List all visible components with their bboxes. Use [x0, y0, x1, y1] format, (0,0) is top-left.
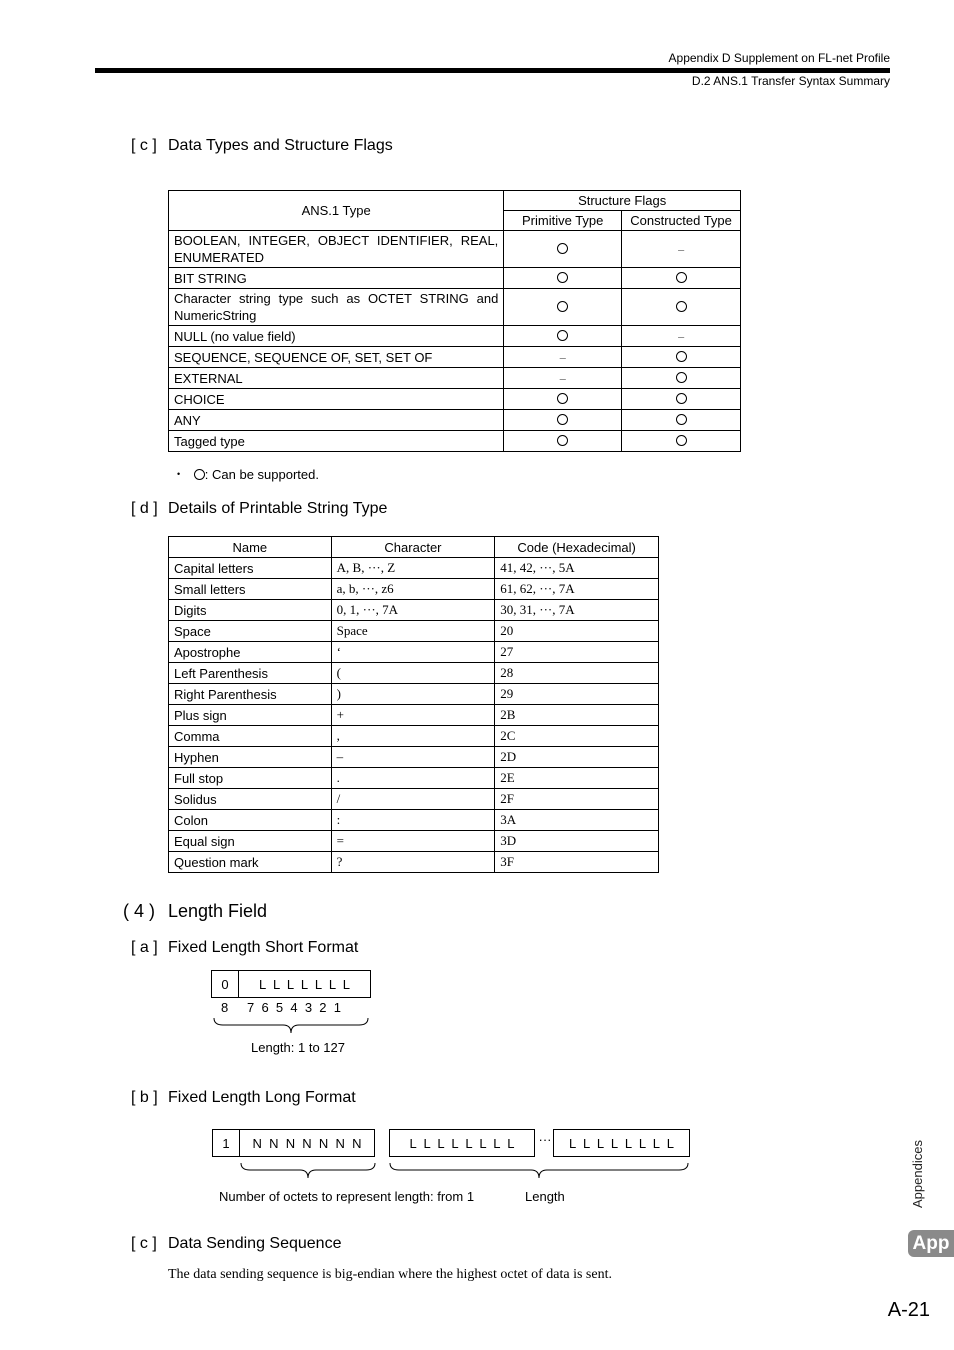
- octet-count-bits: N N N N N N N: [239, 1129, 375, 1157]
- table-row: [169, 726, 659, 747]
- name-cell: Colon: [169, 810, 332, 831]
- supported-circle-icon: [676, 414, 687, 425]
- short-format-diagram: [211, 970, 371, 1060]
- section-tag: [ b ]: [131, 1089, 158, 1106]
- section-tag: [ d ]: [131, 500, 158, 517]
- section-d-heading: [131, 500, 387, 518]
- length-flag-bit: 0: [211, 970, 239, 998]
- table-row: [169, 289, 741, 326]
- name-cell: Comma: [169, 726, 332, 747]
- supported-circle-icon: [557, 414, 568, 425]
- ans1-type-cell: Character string type such as OCTET STRING and NumericString: [169, 289, 504, 326]
- name-cell: Digits: [169, 600, 332, 621]
- length-octet-first: L L L L L L L L: [389, 1129, 535, 1157]
- name-cell: Small letters: [169, 579, 332, 600]
- note-bullet: •: [177, 469, 181, 479]
- name-cell: Right Parenthesis: [169, 684, 332, 705]
- primitive-flag-cell: [504, 268, 622, 289]
- character-cell: ‘: [331, 642, 495, 663]
- ans1-type-cell: CHOICE: [169, 389, 504, 410]
- table-row: [169, 326, 741, 347]
- code-cell: 27: [495, 642, 659, 663]
- app-tab[interactable]: App: [908, 1230, 954, 1257]
- table-row: [169, 579, 659, 600]
- constructed-flag-cell: [622, 410, 741, 431]
- name-cell: Left Parenthesis: [169, 663, 332, 684]
- code-cell: 3F: [495, 852, 659, 873]
- supported-circle-icon: [676, 393, 687, 404]
- table-row: [169, 747, 659, 768]
- constructed-flag-cell: [622, 268, 741, 289]
- table-row: [169, 621, 659, 642]
- primitive-flag-cell: [504, 431, 622, 452]
- section-title: Data Types and Structure Flags: [168, 137, 393, 154]
- th-constructed-type: Constructed Type: [622, 211, 741, 231]
- character-cell: a, b, ···, z6: [331, 579, 495, 600]
- code-cell: 41, 42, ···, 5A: [495, 558, 659, 579]
- constructed-flag-cell: [622, 289, 741, 326]
- table-row: [169, 684, 659, 705]
- primitive-flag-cell: [504, 389, 622, 410]
- th-code: Code (Hexadecimal): [495, 537, 659, 558]
- table-row: [169, 600, 659, 621]
- name-cell: Apostrophe: [169, 642, 332, 663]
- primitive-flag-cell: [504, 410, 622, 431]
- primitive-flag-cell: [504, 231, 622, 268]
- ans1-type-cell: BOOLEAN, INTEGER, OBJECT IDENTIFIER, REAL, ENUMERATED: [169, 231, 504, 268]
- printable-string-table: [168, 536, 659, 873]
- long-format-diagram: [212, 1129, 692, 1209]
- table-row: [169, 810, 659, 831]
- character-cell: ?: [331, 852, 495, 873]
- ans1-type-cell: SEQUENCE, SEQUENCE OF, SET, SET OF: [169, 347, 504, 368]
- bit-number-8: 8: [221, 1000, 229, 1015]
- code-cell: 20: [495, 621, 659, 642]
- code-cell: 2E: [495, 768, 659, 789]
- character-cell: =: [331, 831, 495, 852]
- not-supported-dash: –: [559, 350, 566, 364]
- length-octet-last: L L L L L L L L: [553, 1129, 690, 1157]
- name-cell: Question mark: [169, 852, 332, 873]
- primitive-flag-cell: [504, 368, 622, 389]
- ans1-type-cell: BIT STRING: [169, 268, 504, 289]
- name-cell: Plus sign: [169, 705, 332, 726]
- table-row: [169, 231, 741, 268]
- page-number: A-21: [887, 1299, 930, 1321]
- constructed-flag-cell: [622, 368, 741, 389]
- short-format-caption: Length: 1 to 127: [251, 1040, 345, 1055]
- table-row: [169, 268, 741, 289]
- character-cell: Space: [331, 621, 495, 642]
- code-cell: 2F: [495, 789, 659, 810]
- character-cell: A, B, ···, Z: [331, 558, 495, 579]
- character-cell: 0, 1, ···, 7A: [331, 600, 495, 621]
- header-rule: [95, 68, 890, 73]
- table-row: [169, 368, 741, 389]
- section-title: Data Sending Sequence: [168, 1235, 342, 1252]
- table-note: [177, 467, 319, 482]
- supported-circle-icon: [557, 435, 568, 446]
- supported-circle-icon: [676, 372, 687, 383]
- section-tag: [ c ]: [131, 1235, 157, 1252]
- character-cell: .: [331, 768, 495, 789]
- supported-circle-icon: [557, 243, 568, 254]
- supported-circle-icon: [557, 272, 568, 283]
- code-cell: 29: [495, 684, 659, 705]
- section-c2-heading: [131, 1235, 341, 1253]
- character-cell: ,: [331, 726, 495, 747]
- name-cell: Capital letters: [169, 558, 332, 579]
- th-primitive-type: Primitive Type: [504, 211, 622, 231]
- side-label-appendices: Appendices: [910, 1140, 925, 1208]
- not-supported-dash: –: [559, 371, 566, 385]
- name-cell: Full stop: [169, 768, 332, 789]
- section-4-heading: [123, 901, 267, 922]
- supported-circle-icon: [676, 272, 687, 283]
- name-cell: Hyphen: [169, 747, 332, 768]
- section-title: Details of Printable String Type: [168, 500, 388, 517]
- section-title: Length Field: [168, 901, 268, 921]
- supported-circle-icon: [676, 301, 687, 312]
- ans1-type-cell: Tagged type: [169, 431, 504, 452]
- table-row: [169, 642, 659, 663]
- character-cell: –: [331, 747, 495, 768]
- bit-numbers: 7 6 5 4 3 2 1: [247, 1000, 341, 1015]
- not-supported-dash: –: [678, 329, 685, 343]
- character-cell: +: [331, 705, 495, 726]
- ellipsis: ···: [538, 1132, 552, 1147]
- table-row: [169, 768, 659, 789]
- name-cell: Equal sign: [169, 831, 332, 852]
- header-section: D.2 ANS.1 Transfer Syntax Summary: [691, 74, 890, 88]
- th-character: Character: [331, 537, 495, 558]
- code-cell: 2D: [495, 747, 659, 768]
- ans1-type-cell: NULL (no value field): [169, 326, 504, 347]
- table-row: [169, 831, 659, 852]
- brace-icon: [212, 1161, 692, 1183]
- constructed-flag-cell: [622, 326, 741, 347]
- octet-count-caption: Number of octets to represent length: from 1: [219, 1189, 475, 1204]
- supported-circle-icon: [676, 435, 687, 446]
- section-tag: ( 4 ): [123, 901, 156, 921]
- th-name: Name: [169, 537, 332, 558]
- constructed-flag-cell: [622, 389, 741, 410]
- table-row: [169, 852, 659, 873]
- sending-sequence-text: The data sending sequence is big-endian where the highest octet of data is sent.: [168, 1267, 612, 1282]
- length-flag-bit: 1: [212, 1129, 240, 1157]
- primitive-flag-cell: [504, 326, 622, 347]
- header-chapter: Appendix D Supplement on FL-net Profile: [668, 51, 890, 65]
- structure-flags-table: [168, 190, 741, 452]
- constructed-flag-cell: [622, 347, 741, 368]
- character-cell: /: [331, 789, 495, 810]
- table-row: [169, 789, 659, 810]
- supported-circle-icon: [557, 393, 568, 404]
- name-cell: Space: [169, 621, 332, 642]
- code-cell: 2C: [495, 726, 659, 747]
- not-supported-dash: –: [678, 242, 685, 256]
- code-cell: 30, 31, ···, 7A: [495, 600, 659, 621]
- section-a-heading: [131, 939, 358, 957]
- constructed-flag-cell: [622, 231, 741, 268]
- table-row: [169, 705, 659, 726]
- note-text: : Can be supported.: [204, 467, 319, 482]
- ans1-type-cell: ANY: [169, 410, 504, 431]
- brace-icon: [211, 1016, 371, 1038]
- table-row: [169, 663, 659, 684]
- section-b-heading: [131, 1089, 356, 1107]
- primitive-flag-cell: [504, 347, 622, 368]
- code-cell: 3D: [495, 831, 659, 852]
- character-cell: (: [331, 663, 495, 684]
- supported-circle-icon: [194, 469, 205, 480]
- code-cell: 28: [495, 663, 659, 684]
- code-cell: 2B: [495, 705, 659, 726]
- ans1-type-cell: EXTERNAL: [169, 368, 504, 389]
- table-row: [169, 389, 741, 410]
- supported-circle-icon: [676, 351, 687, 362]
- character-cell: :: [331, 810, 495, 831]
- th-ans1-type: ANS.1 Type: [169, 191, 504, 231]
- length-bits: L L L L L L L: [238, 970, 371, 998]
- length-caption: Length: [525, 1189, 565, 1204]
- code-cell: 3A: [495, 810, 659, 831]
- section-title: Fixed Length Short Format: [168, 939, 359, 956]
- table-row: [169, 410, 741, 431]
- section-tag: [ c ]: [131, 137, 157, 154]
- constructed-flag-cell: [622, 431, 741, 452]
- primitive-flag-cell: [504, 289, 622, 326]
- name-cell: Solidus: [169, 789, 332, 810]
- code-cell: 61, 62, ···, 7A: [495, 579, 659, 600]
- table-row: [169, 347, 741, 368]
- section-title: Fixed Length Long Format: [168, 1089, 356, 1106]
- supported-circle-icon: [557, 301, 568, 312]
- supported-circle-icon: [557, 330, 568, 341]
- table-row: [169, 431, 741, 452]
- character-cell: ): [331, 684, 495, 705]
- th-structure-flags: Structure Flags: [504, 191, 741, 211]
- section-tag: [ a ]: [131, 939, 158, 956]
- table-row: [169, 558, 659, 579]
- section-c-heading: [131, 137, 393, 155]
